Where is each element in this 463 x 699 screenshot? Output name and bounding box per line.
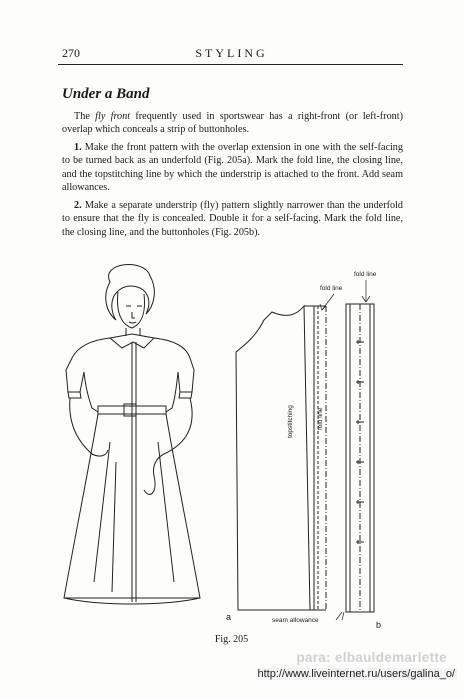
watermark-credit: para: elbauldemarlette xyxy=(296,650,447,665)
page-number: 270 xyxy=(62,46,80,60)
label-fold-line-vertical: fold line xyxy=(317,407,324,430)
figure-caption: Fig. 205 xyxy=(214,634,249,645)
pattern-a xyxy=(236,306,326,610)
page-header xyxy=(62,46,401,62)
header-rule xyxy=(58,64,403,65)
paragraph-intro: The fly front frequently used in sportswear has a right-front (or left-front) overlap which conceals a strip of buttonholes. xyxy=(62,111,403,136)
figure-leaders xyxy=(320,280,370,620)
label-a: a xyxy=(226,612,232,622)
label-seam-allowance: seam allowance xyxy=(272,617,319,624)
watermark-url[interactable]: http://www.liveinternet.ru/users/galina_o/ xyxy=(257,668,455,680)
paragraph-step-2: 2. Make a separate understrip (fly) pattern slightly narrower than the underfold to ensure that the fly is concealed. Double it for a self-facing. Mark the fold line, the closing line, and the buttonholes (Fig. 205b). xyxy=(62,200,403,238)
label-fold-line-mid: fold line xyxy=(320,285,343,292)
label-topstitching: topstitching xyxy=(287,405,294,438)
dress-illustration xyxy=(64,265,200,604)
pattern-b xyxy=(346,304,374,612)
figure-205 xyxy=(40,262,410,634)
running-title: STYLING xyxy=(195,46,268,60)
label-b: b xyxy=(376,620,382,630)
paragraph-step-1: 1. Make the front pattern with the overlap extension in one with the self-facing to be turned back as an underfold (Fig. 205a). Mark the fold line, the closing line, and the topstitching line by which the understrip is attached to the front. Add seam allowances. xyxy=(62,142,403,194)
section-title: Under a Band xyxy=(62,86,150,102)
label-fold-line-top: fold line xyxy=(354,271,377,278)
term-fly-front: fly front xyxy=(95,111,131,122)
